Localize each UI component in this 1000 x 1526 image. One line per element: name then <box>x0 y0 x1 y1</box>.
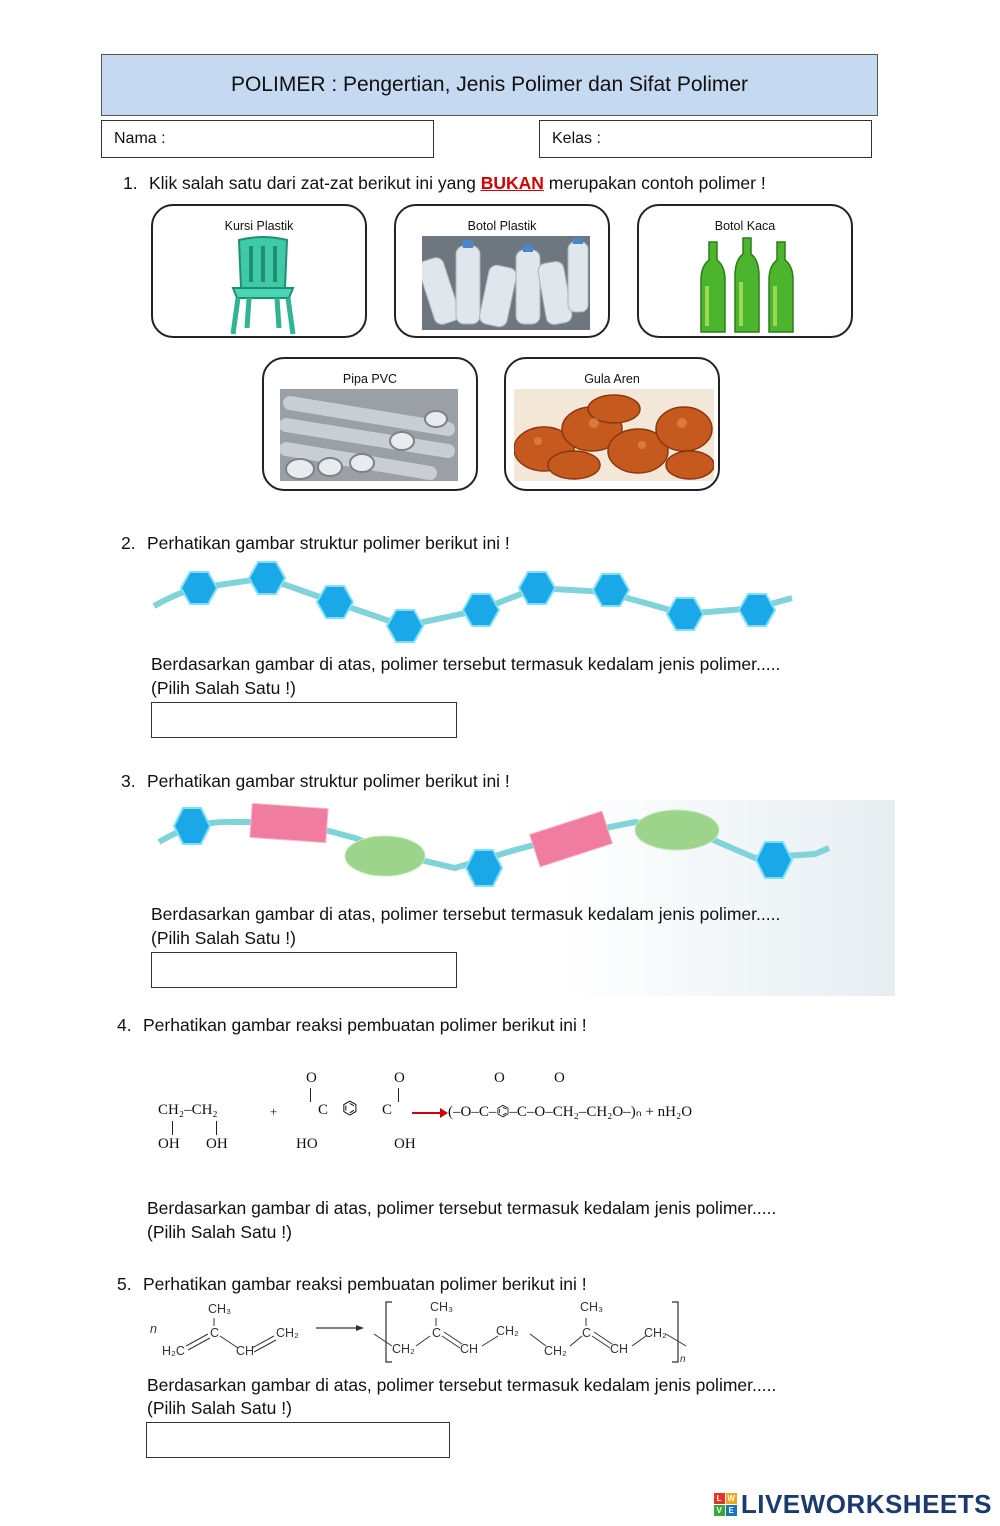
plastic-bottles-image <box>422 236 590 330</box>
question-5 <box>117 1274 587 1295</box>
logo-text: LIVEWORKSHEETS <box>740 1489 992 1519</box>
bond-line <box>216 1121 217 1135</box>
carbon-atom: C <box>210 1326 220 1340</box>
hydroxyl-group: OH <box>206 1136 228 1152</box>
question-number: 5. <box>117 1274 132 1294</box>
liveworksheets-logo <box>714 1489 992 1520</box>
carbon-atom: C <box>318 1102 329 1118</box>
polyester-product: (–O–C–⌬–C–O–CH₂–CH₂O–)ₙ + nH₂O <box>448 1104 693 1120</box>
answer-box-q5[interactable] <box>146 1422 450 1458</box>
oxygen-atom: O <box>394 1070 405 1086</box>
question-number: 4. <box>117 1015 132 1035</box>
answer-box-q2[interactable] <box>151 702 457 738</box>
answer-box-q3[interactable] <box>151 952 457 988</box>
question-number: 1. <box>123 173 138 193</box>
oxygen-atom: O <box>494 1070 505 1086</box>
hydroxyl-group: HO <box>296 1136 318 1152</box>
oxygen-atom: O <box>306 1070 317 1086</box>
methylene-group: CH₂ <box>644 1326 667 1340</box>
methylene-group: H₂C <box>162 1344 185 1358</box>
methine-group: CH <box>610 1342 629 1356</box>
question-4 <box>117 1015 587 1036</box>
question-number: 3. <box>121 771 136 791</box>
option-botol-kaca[interactable] <box>637 204 853 338</box>
question-prompt: Berdasarkan gambar di atas, polimer tersebut termasuk kedalam jenis polimer..... <box>151 904 781 924</box>
option-label: Gula Aren <box>584 372 640 386</box>
hydroxyl-group: OH <box>394 1136 416 1152</box>
plus-sign: + <box>270 1104 278 1119</box>
methyl-group: CH₃ <box>208 1302 232 1316</box>
question-hint: (Pilih Salah Satu !) <box>147 1398 292 1418</box>
question-text: Perhatikan gambar struktur polimer berikut ini ! <box>147 771 510 791</box>
palm-sugar-image <box>514 389 714 481</box>
question-highlight: BUKAN <box>480 173 544 193</box>
coefficient-n: n <box>150 1322 157 1336</box>
plastic-chair-image <box>225 236 301 336</box>
question-number: 2. <box>121 533 136 553</box>
methyl-group: CH₃ <box>430 1300 454 1314</box>
question-prompt: Berdasarkan gambar di atas, polimer tersebut termasuk kedalam jenis polimer..... <box>147 1198 777 1218</box>
option-pipa-pvc[interactable] <box>262 357 478 491</box>
addition-reaction <box>146 1296 706 1368</box>
condensation-reaction <box>150 1064 790 1160</box>
worksheet-title: POLIMER : Pengertian, Jenis Polimer dan Sifat Polimer <box>101 54 878 116</box>
methylene-group: CH₂ <box>392 1342 415 1356</box>
option-label: Botol Plastik <box>467 219 537 233</box>
question-3 <box>121 771 510 792</box>
question-1 <box>123 173 766 194</box>
option-label: Botol Kaca <box>714 219 776 233</box>
subscript-n: n <box>680 1354 686 1365</box>
carbon-atom: C <box>582 1326 592 1340</box>
methylene-group: CH₂ <box>544 1344 567 1358</box>
name-field[interactable] <box>101 120 434 158</box>
question-hint: (Pilih Salah Satu !) <box>147 1222 292 1242</box>
question-text-after: merupakan contoh polimer ! <box>543 173 766 193</box>
bond-line <box>172 1121 173 1135</box>
option-label: Pipa PVC <box>342 372 398 386</box>
hydroxyl-group: OH <box>158 1136 180 1152</box>
isoprene-bonds <box>146 1296 706 1368</box>
question-hint: (Pilih Salah Satu !) <box>151 928 296 948</box>
bond-line <box>310 1088 311 1102</box>
question-text: Perhatikan gambar reaksi pembuatan polimer berikut ini ! <box>143 1274 587 1294</box>
option-gula-aren[interactable] <box>504 357 720 491</box>
question-2 <box>121 533 510 554</box>
homopolymer-diagram <box>150 556 800 650</box>
bond-line <box>398 1088 399 1102</box>
question-prompt: Berdasarkan gambar di atas, polimer tersebut termasuk kedalam jenis polimer..... <box>147 1375 777 1395</box>
question-text: Perhatikan gambar reaksi pembuatan polimer berikut ini ! <box>143 1015 587 1035</box>
reaction-arrow-icon <box>412 1106 448 1120</box>
methyl-group: CH₃ <box>580 1300 604 1314</box>
copolymer-diagram <box>155 798 835 898</box>
question-text-before: Klik salah satu dari zat-zat berikut ini yang <box>149 173 481 193</box>
oxygen-atom: O <box>554 1070 565 1086</box>
option-kursi-plastik[interactable] <box>151 204 367 338</box>
carbon-atom: C <box>432 1326 442 1340</box>
methine-group: CH <box>460 1342 479 1356</box>
question-hint: (Pilih Salah Satu !) <box>151 678 296 698</box>
methylene-group: CH₂ <box>276 1326 299 1340</box>
benzene-ring: ⌬ <box>342 1098 358 1118</box>
glass-bottles-image <box>693 236 801 334</box>
carbon-atom: C <box>382 1102 393 1118</box>
class-field[interactable] <box>539 120 872 158</box>
pvc-pipes-image <box>280 389 458 481</box>
question-prompt: Berdasarkan gambar di atas, polimer tersebut termasuk kedalam jenis polimer..... <box>151 654 781 674</box>
methylene-group: CH₂ <box>496 1324 519 1338</box>
methine-group: CH <box>236 1344 255 1358</box>
option-botol-plastik[interactable] <box>394 204 610 338</box>
question-text: Perhatikan gambar struktur polimer berikut ini ! <box>147 533 510 553</box>
reactant-ethylene-glycol: CH₂–CH₂ <box>158 1102 218 1118</box>
logo-cube-icon: L W V E <box>714 1493 737 1516</box>
name-label: Nama : <box>114 130 166 147</box>
option-label: Kursi Plastik <box>224 219 294 233</box>
class-label: Kelas : <box>552 130 601 147</box>
